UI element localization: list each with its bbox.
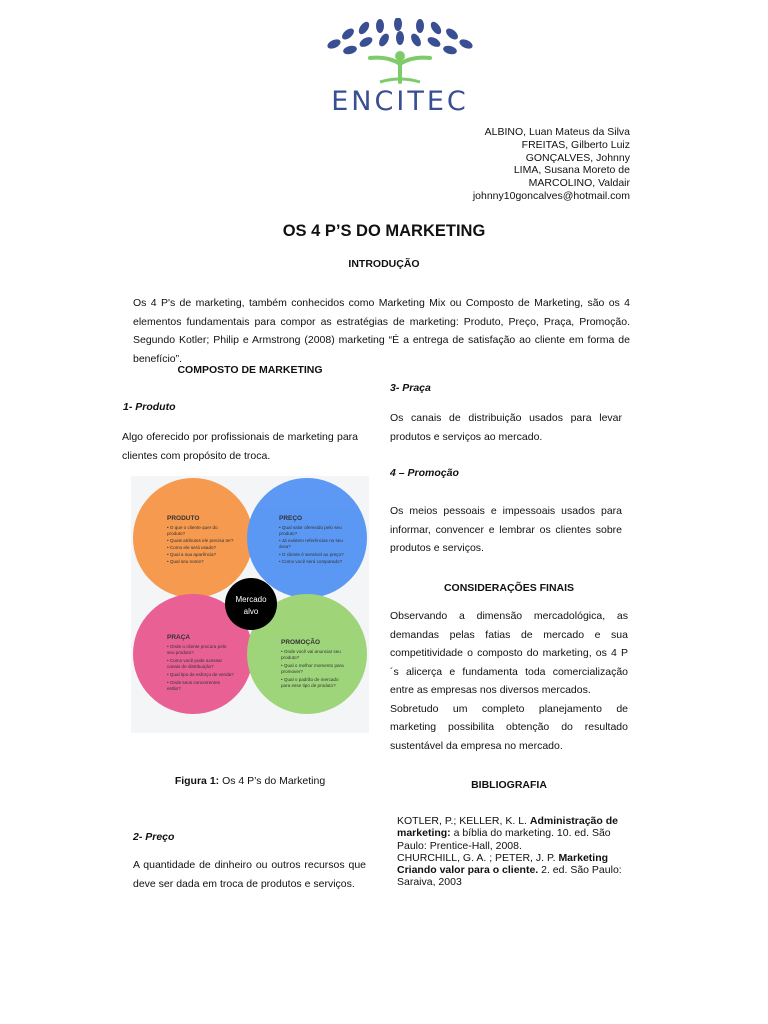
venn-item: • Como ele será usado? xyxy=(167,545,217,550)
venn-item: canais de distribuição? xyxy=(167,664,214,669)
venn-item: estão? xyxy=(167,686,181,691)
venn-item: promover? xyxy=(281,669,303,674)
logo-wordmark: ENCITEC xyxy=(331,86,469,117)
venn-item: • Como você será comparado? xyxy=(279,559,343,564)
encitec-logo xyxy=(300,18,500,116)
venn-item: • O que o cliente quer do xyxy=(167,525,218,530)
venn-item: • Qual seu nome? xyxy=(167,559,204,564)
preco-title: PREÇO xyxy=(279,515,303,522)
tree-logo-icon xyxy=(300,18,500,88)
mercado-alvo-circle xyxy=(225,578,277,630)
venn-item: • Qual a sua aparência? xyxy=(167,552,217,557)
author-name: LIMA, Susana Moreto de xyxy=(513,164,630,177)
reference-kotler xyxy=(397,815,622,852)
reference-title: Marketing Criando valor para o cliente. xyxy=(397,851,609,877)
venn-item: produto? xyxy=(167,531,186,536)
figure-caption xyxy=(131,775,369,787)
promocao-heading: 4 – Promoção xyxy=(390,467,459,479)
produto-heading: 1- Produto xyxy=(123,401,176,413)
venn-item: seu produto? xyxy=(167,650,194,655)
venn-item: • O cliente é sensível ao preço? xyxy=(279,552,344,557)
venn-item: produto? xyxy=(279,531,298,536)
venn-item: • Onde o cliente procura pelo xyxy=(167,644,227,649)
venn-item: produto? xyxy=(281,655,300,660)
venn-item: • Onde você vai anunciar seu xyxy=(281,649,341,654)
reference-details: a bíblia do marketing. 10. ed. São Paulo: Prentice-Hall, 2008. xyxy=(397,827,611,852)
promocao-title: PROMOÇÃO xyxy=(281,639,320,646)
preco-text: A quantidade de dinheiro ou outros recursos que deve ser dada em troca de produtos e serviços. xyxy=(133,859,366,890)
venn-item: • Qual o melhor momento para xyxy=(281,663,344,668)
author-name: ALBINO, Luan Mateus da Silva xyxy=(484,126,630,138)
promocao-text: Os meios pessoais e impessoais usados para informar, convencer e lembrar os clientes sobre produtos e serviços. xyxy=(390,505,622,554)
venn-item: • Onde seus concorrentes xyxy=(167,680,220,685)
bibliografia-heading: BIBLIOGRAFIA xyxy=(471,779,547,791)
reference-title: Administração de marketing: xyxy=(397,815,618,840)
venn-item: área? xyxy=(279,544,291,549)
center-label-1: Mercado xyxy=(235,595,267,604)
produto-text: Algo oferecido por profissionais de marketing para clientes com propósito de troca. xyxy=(122,431,358,462)
reference-churchill xyxy=(397,852,622,889)
author-email: johnny10goncalves@hotmail.com xyxy=(472,189,630,202)
praca-text: Os canais de distribuição usados para levar produtos e serviços ao mercado. xyxy=(390,412,622,443)
consideracoes-text xyxy=(390,607,628,755)
bibliography-list xyxy=(397,815,622,889)
venn-item: • Qual tipo de esforço de venda? xyxy=(167,672,234,677)
figure-label: Figura 1: xyxy=(174,775,220,787)
consideracoes-heading: CONSIDERAÇÕES FINAIS xyxy=(443,582,575,594)
venn-item: • Quais atributos ele precisa ter? xyxy=(167,538,234,543)
figure-caption-text: Os 4 P’s do Marketing xyxy=(219,775,326,787)
four-ps-venn-diagram xyxy=(131,476,369,733)
venn-item: • Como você pode acessar xyxy=(167,658,222,663)
paper-title: OS 4 P’S DO MARKETING xyxy=(282,222,486,240)
venn-item: • Já existem referências no seu xyxy=(279,538,343,543)
venn-item: • Qual valor oferecido pelo seu xyxy=(279,525,342,530)
preco-heading: 2- Preço xyxy=(133,831,175,843)
reference-details: 2. ed. São Paulo: Saraiva, 2003 xyxy=(397,864,622,889)
venn-item: • Qual o padrão de mercado xyxy=(281,677,339,682)
produto-title: PRODUTO xyxy=(167,515,200,522)
venn-item: para esse tipo de produto? xyxy=(281,683,336,688)
author-name: FREITAS, Gilberto Luiz xyxy=(521,138,630,151)
introduction-heading: INTRODUÇÃO xyxy=(348,258,420,270)
consideracoes-paragraph-1: Observando a dimensão mercadológica, as demandas pelas fatias de mercado e sua competitividade o composto do marketing, os 4 P´s alicerça e fundamenta toda comercialização entre as empresas nos diversos mercados. xyxy=(390,610,628,696)
author-list xyxy=(473,126,630,203)
reference-authors: CHURCHILL, G. A. ; PETER, J. P. xyxy=(397,851,559,864)
center-label-2: alvo xyxy=(243,607,259,616)
praca-title: PRAÇA xyxy=(167,634,191,641)
introduction-text: Os 4 P's de marketing, também conhecidos como Marketing Mix ou Composto de Marketing, são os 4 elementos fundamentais para compor as estratégias de marketing: Produto, Preço, Praça, Promoção. Segundo Kotler; Philip e Armstrong (2008) marketing “É a entrega de satisfação ao cliente em forma de benefício”. xyxy=(133,297,630,365)
author-name: GONÇALVES, Johnny xyxy=(525,151,630,164)
reference-authors: KOTLER, P.; KELLER, K. L. xyxy=(397,815,530,827)
praca-heading: 3- Praça xyxy=(390,382,431,394)
author-name: MARCOLINO, Valdair xyxy=(528,177,630,190)
consideracoes-paragraph-2: Sobretudo um completo planejamento de marketing possibilita obtenção do resultado sustentável da empresa no mercado. xyxy=(390,702,628,752)
composto-heading: COMPOSTO DE MARKETING xyxy=(177,364,323,376)
